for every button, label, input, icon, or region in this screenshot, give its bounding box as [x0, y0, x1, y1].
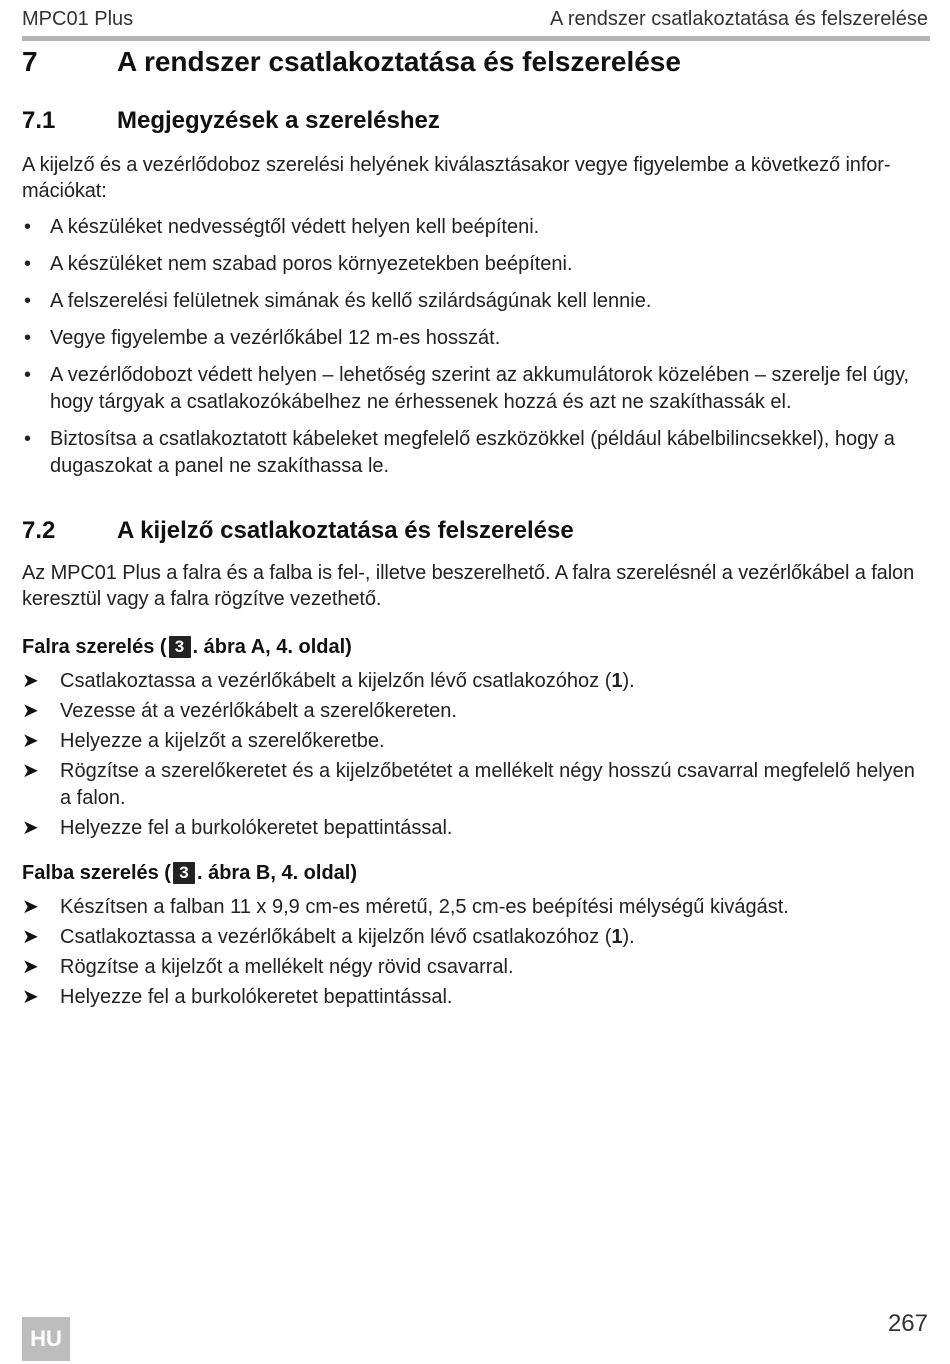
step-item [22, 815, 930, 842]
subheading-prefix: Falba szerelés ( [22, 862, 171, 884]
list-item [22, 362, 930, 416]
section-title: A kijelző csatlakoztatása és felszerelése [117, 517, 574, 544]
intro-line: Az MPC01 Plus a falra és a falba is fel-, illetve beszerelhető. A falra szerelésnél a vezérlőkábel a falon [22, 562, 915, 584]
wall-mount-subheading [22, 634, 930, 660]
step-text: Helyezze fel a burkolókeretet bepattintással. [60, 817, 453, 839]
section-number: 7.1 [22, 107, 56, 134]
arrow-icon: ➤ [22, 730, 39, 752]
list-item [22, 288, 930, 315]
subheading-suffix: . ábra A, 4. oldal) [192, 636, 352, 658]
intro-line: keresztül vagy a falra rögzítve vezethető. [22, 588, 382, 610]
list-item-text: A készüléket nem szabad poros környezetekben beépíteni. [50, 253, 573, 275]
page-number: 267 [887, 1310, 928, 1337]
chapter-heading [22, 44, 930, 80]
arrow-icon: ➤ [22, 700, 39, 722]
step-text: Helyezze a kijelzőt a szerelőkeretbe. [60, 730, 385, 752]
bullet-icon: • [24, 327, 32, 349]
subheading-prefix: Falra szerelés ( [22, 636, 167, 658]
list-item-text: Vegye figyelembe a vezérlőkábel 12 m-es hosszát. [50, 327, 501, 349]
bullet-icon: • [24, 428, 32, 450]
arrow-icon: ➤ [22, 986, 39, 1008]
section-number: 7.2 [22, 517, 56, 544]
list-item [22, 325, 930, 352]
installation-notes-list [22, 214, 930, 480]
step-item [22, 954, 930, 981]
bullet-icon: • [24, 253, 32, 275]
header-divider [22, 36, 930, 41]
arrow-icon: ➤ [22, 896, 39, 918]
list-item [22, 214, 930, 241]
page-content [22, 42, 930, 1014]
header-chapter-title: A rendszer csatlakoztatása és felszerelése [550, 8, 928, 30]
figure-number-badge: 3 [169, 636, 191, 658]
chapter-title: A rendszer csatlakoztatása és felszerelése [117, 46, 681, 77]
list-item [22, 426, 930, 480]
section-7-1-heading [22, 106, 930, 136]
flush-mount-subheading [22, 860, 930, 886]
section-7-2-heading [22, 516, 930, 546]
step-text-part: ). [622, 926, 635, 948]
running-header [22, 7, 928, 31]
step-item [22, 698, 930, 725]
chapter-number: 7 [22, 46, 38, 77]
list-item-text: A készüléket nedvességtől védett helyen kell beépíteni. [50, 216, 540, 238]
step-text: Vezesse át a vezérlőkábelt a szerelőkereten. [60, 700, 457, 722]
step-text: Rögzítse a szerelőkeretet és a kijelzőbetétet a mellékelt négy hosszú csavarral megfelelő helyen a falon. [60, 760, 915, 809]
bullet-icon: • [24, 290, 32, 312]
list-item-text: A felszerelési felületnek simának és kellő szilárdságúnak kell lennie. [50, 290, 652, 312]
flush-mount-steps [22, 894, 930, 1011]
step-item [22, 728, 930, 755]
list-item-text: A vezérlődobozt védett helyen – lehetőség szerint az akkumulátorok közelében – szerelje fel úgy, hogy tárgyak a csatlakozókábelhez ne érhessenek hozzá és azt ne szakíthassák el. [50, 364, 910, 413]
step-callout-number: 1 [611, 926, 623, 948]
bullet-icon: • [24, 364, 32, 386]
arrow-icon: ➤ [22, 760, 39, 782]
step-item [22, 668, 930, 695]
arrow-icon: ➤ [22, 956, 39, 978]
step-text: Rögzítse a kijelzőt a mellékelt négy rövid csavarral. [60, 956, 514, 978]
wall-mount-steps [22, 668, 930, 842]
intro-line: mációkat: [22, 180, 107, 202]
step-item [22, 894, 930, 921]
step-text: Készítsen a falban 11 x 9,9 cm-es méretű, 2,5 cm-es beépítési mélységű kivágást. [60, 896, 789, 918]
list-item-text: Biztosítsa a csatlakoztatott kábeleket megfelelő eszközökkel (például kábelbilincsekkel), hogy a dugaszokat a panel ne szakíthassa le. [50, 428, 895, 477]
subheading-suffix: . ábra B, 4. oldal) [196, 862, 358, 884]
arrow-icon: ➤ [22, 926, 39, 948]
step-text [60, 924, 635, 951]
header-product-name: MPC01 Plus [22, 8, 134, 30]
intro-line: A kijelző és a vezérlődoboz szerelési helyének kiválasztásakor vegye figyelembe a következő infor- [22, 154, 891, 176]
step-text-part: Csatlakoztassa a vezérlőkábelt a kijelzőn lévő csatlakozóhoz ( [60, 926, 612, 948]
list-item [22, 251, 930, 278]
arrow-icon: ➤ [22, 670, 39, 692]
step-item [22, 924, 930, 951]
step-text [60, 668, 635, 695]
step-callout-number: 1 [611, 670, 623, 692]
step-text-part: Csatlakoztassa a vezérlőkábelt a kijelzőn lévő csatlakozóhoz ( [60, 670, 612, 692]
section-title: Megjegyzések a szereléshez [117, 107, 440, 134]
step-item [22, 758, 930, 812]
arrow-icon: ➤ [22, 817, 39, 839]
section-7-1-intro [22, 152, 930, 204]
step-item [22, 984, 930, 1011]
section-7-2-intro [22, 560, 930, 612]
language-badge: HU [22, 1317, 70, 1361]
step-text-part: ). [622, 670, 635, 692]
bullet-icon: • [24, 216, 32, 238]
step-text: Helyezze fel a burkolókeretet bepattintással. [60, 986, 453, 1008]
figure-number-badge: 3 [173, 862, 195, 884]
